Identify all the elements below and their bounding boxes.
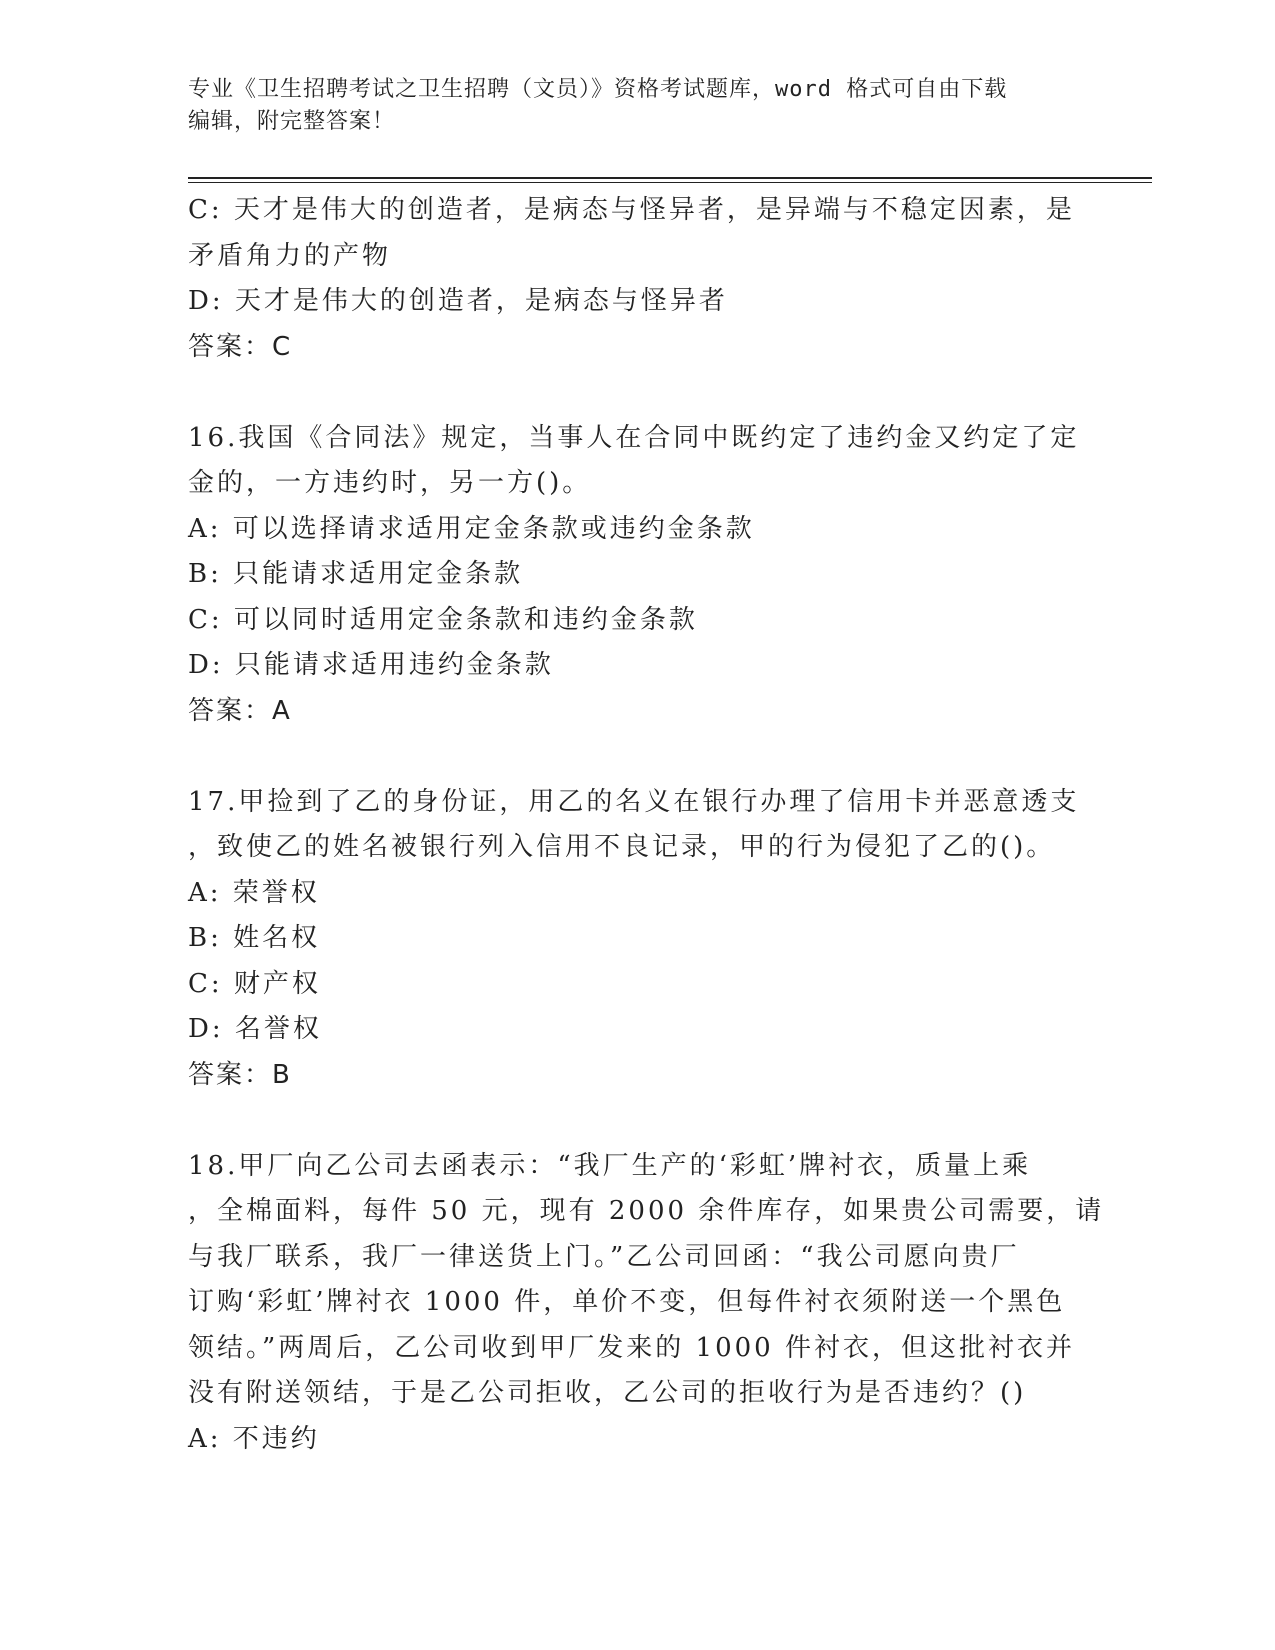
answer: 答案：A bbox=[188, 695, 292, 726]
question-stem-line-4: 订购‘彩虹’牌衬衣 1000 件，单价不变，但每件衬衣须附送一个黑色 bbox=[188, 1287, 1066, 1317]
spacer bbox=[188, 734, 1088, 780]
question-17 bbox=[188, 780, 1088, 1099]
option-c-line-1: C: 天才是伟大的创造者，是病态与怪异者，是异端与不稳定因素，是 bbox=[188, 195, 1075, 225]
question-stem-line-3: 与我厂联系，我厂一律送货上门。”乙公司回函：“我公司愿向贵厂 bbox=[188, 1241, 1020, 1272]
question-stem-line-1: 17.甲捡到了乙的身份证，用乙的名义在银行办理了信用卡并恶意透支 bbox=[188, 786, 1080, 817]
option-a: A: 不违约 bbox=[188, 1423, 320, 1454]
option-a: A: 可以选择请求适用定金条款或违约金条款 bbox=[188, 513, 755, 544]
option-a: A: 荣誉权 bbox=[188, 877, 320, 908]
question-stem-line-5: 领结。”两周后，乙公司收到甲厂发来的 1000 件衬衣，但这批衬衣并 bbox=[188, 1332, 1075, 1363]
question-stem-line-6: 没有附送领结，于是乙公司拒收，乙公司的拒收行为是否违约？() bbox=[188, 1378, 1027, 1408]
header-divider-thick bbox=[188, 177, 1152, 179]
header-line-2: 编辑，附完整答案！ bbox=[188, 109, 396, 134]
question-stem-line-2: ，致使乙的姓名被银行列入信用不良记录，甲的行为侵犯了乙的()。 bbox=[188, 832, 1056, 862]
option-c: C: 财产权 bbox=[188, 968, 321, 999]
question-stem-line-1: 16.我国《合同法》规定，当事人在合同中既约定了违约金又约定了定 bbox=[188, 422, 1080, 453]
header-line-1: 专业《卫生招聘考试之卫生招聘（文员）》资格考试题库，word 格式可自由下载 bbox=[188, 77, 1008, 102]
spacer bbox=[188, 370, 1088, 416]
option-d: D: 名誉权 bbox=[188, 1014, 322, 1044]
question-stem-line-2: 金的，一方违约时，另一方()。 bbox=[188, 468, 592, 498]
spacer bbox=[188, 1098, 1088, 1144]
question-16 bbox=[188, 416, 1088, 735]
question-content bbox=[188, 188, 1105, 1462]
question-18 bbox=[188, 1144, 1105, 1463]
question-15-tail bbox=[188, 188, 1088, 370]
option-d: D: 天才是伟大的创造者，是病态与怪异者 bbox=[188, 286, 728, 316]
question-stem-line-2: ，全棉面料，每件 50 元，现有 2000 余件库存，如果贵公司需要，请 bbox=[188, 1196, 1105, 1226]
document-header bbox=[188, 74, 1068, 138]
option-b: B: 姓名权 bbox=[188, 923, 321, 953]
option-b: B: 只能请求适用定金条款 bbox=[188, 559, 524, 589]
option-c-line-2: 矛盾角力的产物 bbox=[188, 240, 392, 271]
option-d: D: 只能请求适用违约金条款 bbox=[188, 650, 554, 680]
answer: 答案：C bbox=[188, 331, 293, 362]
header-divider-thin bbox=[188, 182, 1152, 183]
option-c: C: 可以同时适用定金条款和违约金条款 bbox=[188, 604, 698, 635]
answer: 答案：B bbox=[188, 1059, 292, 1090]
question-stem-line-1: 18.甲厂向乙公司去函表示：“我厂生产的‘彩虹’牌衬衣，质量上乘 bbox=[188, 1150, 1032, 1181]
